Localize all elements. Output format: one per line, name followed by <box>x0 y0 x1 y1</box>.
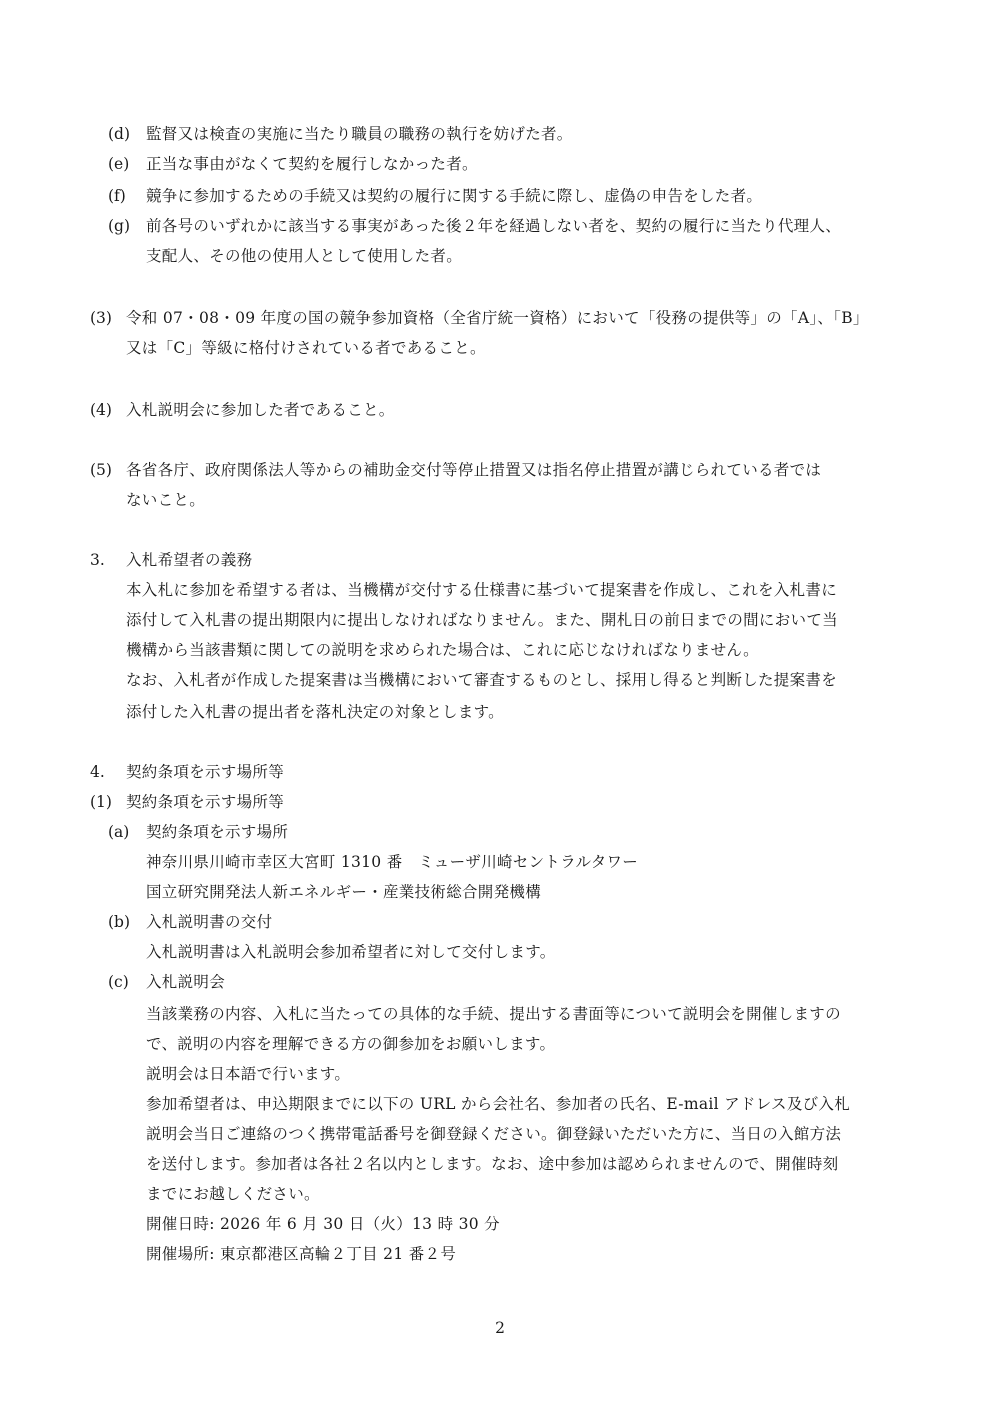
item-marker-f: (f) <box>108 187 126 205</box>
item-3-line1: 令和 07・08・09 年度の国の競争参加資格（全省庁統一資格）において「役務の提供等」の「A」、「B」 <box>126 309 869 327</box>
item-c-line: で、説明の内容を理解できる方の御参加をお願いします。 <box>146 1035 556 1053</box>
section-4-heading: 契約条項を示す場所等 <box>126 763 285 781</box>
meeting-datetime: 開催日時: 2026 年 6 月 30 日（火）13 時 30 分 <box>146 1215 500 1233</box>
section-4-sub1-marker: (1) <box>90 793 112 811</box>
item-marker-a: (a) <box>108 823 130 841</box>
item-marker-4: (4) <box>90 401 112 419</box>
item-g-text: 前各号のいずれかに該当する事実があった後２年を経過しない者を、契約の履行に当たり代理人、 <box>146 217 842 235</box>
section-4-sub1-heading: 契約条項を示す場所等 <box>126 793 285 811</box>
item-marker-e: (e) <box>108 155 130 173</box>
item-b-heading: 入札説明書の交付 <box>146 913 273 931</box>
item-marker-d: (d) <box>108 125 131 143</box>
section-3-line: 添付した入札書の提出者を落札決定の対象とします。 <box>126 703 504 721</box>
item-e-text: 正当な事由がなくて契約を履行しなかった者。 <box>146 155 478 173</box>
item-marker-5: (5) <box>90 461 112 479</box>
item-4-line1: 入札説明会に参加した者であること。 <box>126 401 395 419</box>
item-a-line: 神奈川県川崎市幸区大宮町 1310 番 ミューザ川崎セントラルタワー <box>146 853 639 871</box>
meeting-location: 開催場所: 東京都港区高輪２丁目 21 番２号 <box>146 1245 457 1263</box>
item-a-line: 国立研究開発法人新エネルギー・産業技術総合開発機構 <box>146 883 542 901</box>
item-marker-c: (c) <box>108 973 129 991</box>
section-3-line: 本入札に参加を希望する者は、当機構が交付する仕様書に基づいて提案書を作成し、これを入札書に <box>126 581 838 599</box>
item-c-line: 説明会は日本語で行います。 <box>146 1065 351 1083</box>
section-3-line: なお、入札者が作成した提案書は当機構において審査するものとし、採用し得ると判断した提案書を <box>126 671 838 689</box>
item-g-continuation: 支配人、その他の使用人として使用した者。 <box>146 247 463 265</box>
item-c-line: 当該業務の内容、入札に当たっての具体的な手続、提出する書面等について説明会を開催しますの <box>146 1005 841 1023</box>
item-marker-3: (3) <box>90 309 112 327</box>
item-5-line1: 各省各庁、政府関係法人等からの補助金交付等停止措置又は指名停止措置が講じられている者では <box>126 461 822 479</box>
page-number: 2 <box>495 1319 505 1337</box>
item-marker-b: (b) <box>108 913 131 931</box>
item-c-line: 参加希望者は、申込期限までに以下の URL から会社名、参加者の氏名、E-mail アドレス及び入札 <box>146 1095 851 1113</box>
section-3-marker: 3. <box>90 551 105 569</box>
item-c-line: 説明会当日ご連絡のつく携帯電話番号を御登録ください。御登録いただいた方に、当日の入館方法 <box>146 1125 842 1143</box>
section-3-line: 添付して入札書の提出期限内に提出しなければなりません。また、開札日の前日までの間において当 <box>126 611 838 629</box>
item-3-line2: 又は「C」等級に格付けされている者であること。 <box>126 339 486 357</box>
item-f-text: 競争に参加するための手続又は契約の履行に関する手続に際し、虚偽の申告をした者。 <box>146 187 763 205</box>
item-c-line: までにお越しください。 <box>146 1185 320 1203</box>
item-5-line2: ないこと。 <box>126 491 206 509</box>
item-c-line: を送付します。参加者は各社２名以内とします。なお、途中参加は認められませんので、開催時刻 <box>146 1155 839 1173</box>
section-3-line: 機構から当該書類に関しての説明を求められた場合は、これに応じなければなりません。 <box>126 641 759 659</box>
section-4-marker: 4. <box>90 763 105 781</box>
section-3-heading: 入札希望者の義務 <box>126 551 253 569</box>
item-d-text: 監督又は検査の実施に当たり職員の職務の執行を妨げた者。 <box>146 125 573 143</box>
item-c-heading: 入札説明会 <box>146 973 226 991</box>
item-b-line: 入札説明書は入札説明会参加希望者に対して交付します。 <box>146 943 556 961</box>
item-marker-g: (g) <box>108 217 131 235</box>
item-a-heading: 契約条項を示す場所 <box>146 823 289 841</box>
